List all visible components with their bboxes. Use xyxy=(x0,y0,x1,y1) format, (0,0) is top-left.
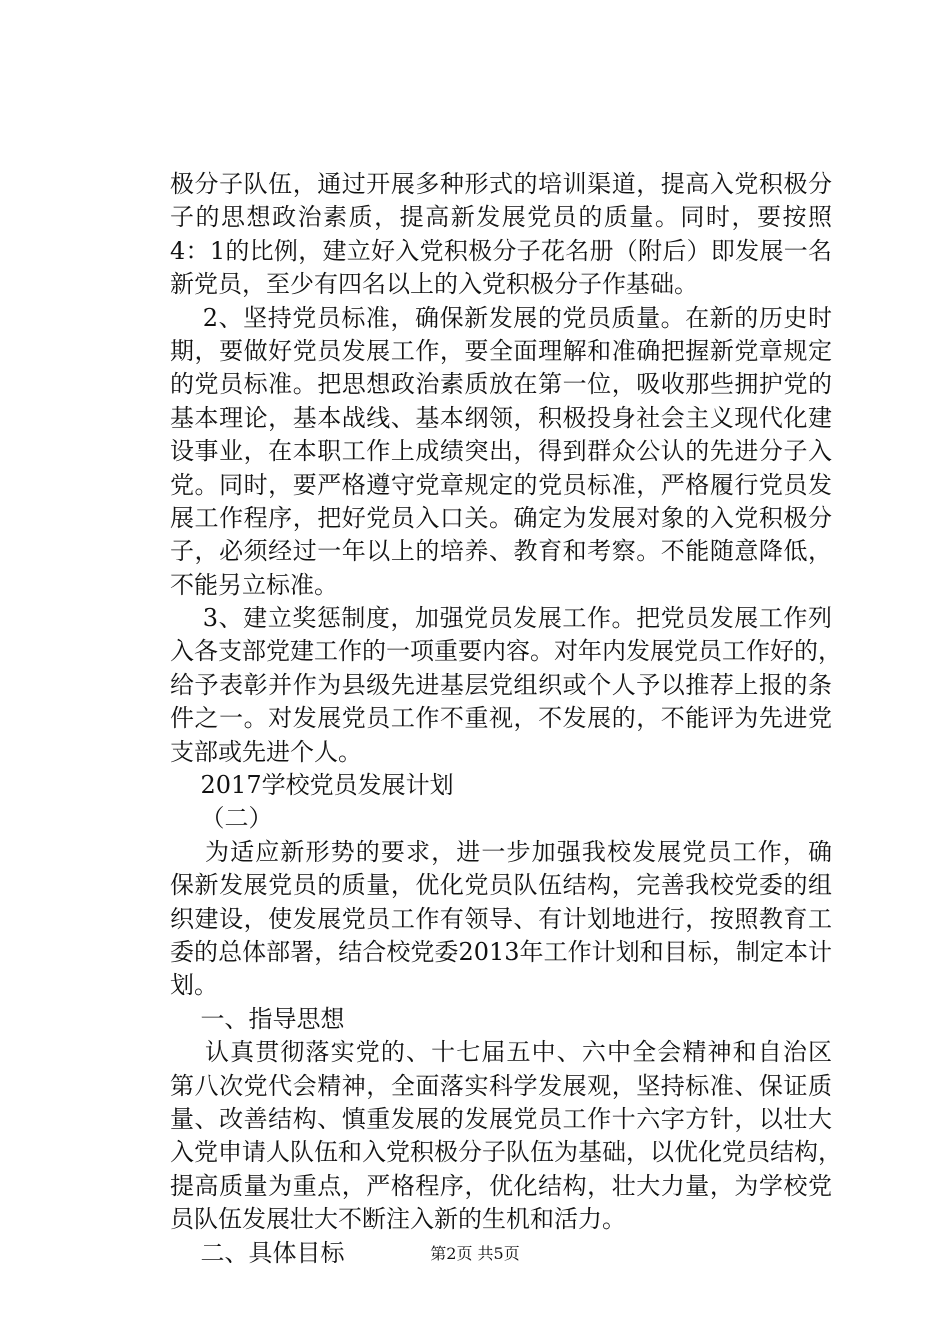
text-line: 划。 xyxy=(170,971,218,1000)
text-line: 3、建立奖惩制度，加强党员发展工作。把党员发展工作列 xyxy=(170,604,832,633)
text-line: 4：1的比例，建立好入党积极分子花名册（附后）即发展一名 xyxy=(170,236,832,265)
text-line: 展工作程序，把好党员入口关。确定为发展对象的入党积极分 xyxy=(170,503,832,532)
text-line: 量、改善结构、慎重发展的发展党员工作十六字方针，以壮大 xyxy=(170,1104,832,1133)
text-line: （二） xyxy=(170,804,273,833)
text-line: 子，必须经过一年以上的培养、教育和考察。不能随意降低， xyxy=(170,537,832,566)
text-line: 件之一。对发展党员工作不重视，不发展的，不能评为先进党 xyxy=(170,704,832,733)
text-line: 2017学校党员发展计划 xyxy=(170,771,454,800)
document-body xyxy=(170,168,842,1270)
text-line: 保新发展党员的质量，优化党员队伍结构，完善我校党委的组 xyxy=(170,871,832,900)
text-line: 不能另立标准。 xyxy=(170,570,338,599)
text-line: 为适应新形势的要求，进一步加强我校发展党员工作，确 xyxy=(170,837,832,866)
text-line: 第八次党代会精神，全面落实科学发展观，坚持标准、保证质 xyxy=(170,1071,832,1100)
text-line: 提高质量为重点，严格程序，优化结构，壮大力量，为学校党 xyxy=(170,1171,832,1200)
text-line: 设事业，在本职工作上成绩突出，得到群众公认的先进分子入 xyxy=(170,437,832,466)
text-line: 基本理论，基本战线、基本纲领，积极投身社会主义现代化建 xyxy=(170,403,832,432)
text-line: 子的思想政治素质，提高新发展党员的质量。同时，要按照 xyxy=(170,203,832,232)
text-line: 给予表彰并作为县级先进基层党组织或个人予以推荐上报的条 xyxy=(170,670,832,699)
text-line: 认真贯彻落实党的、十七届五中、六中全会精神和自治区 xyxy=(170,1038,832,1067)
text-line: 一、指导思想 xyxy=(170,1004,345,1033)
text-line: 新党员，至少有四名以上的入党积极分子作基础。 xyxy=(170,270,698,299)
text-line: 支部或先进个人。 xyxy=(170,737,362,766)
text-line: 委的总体部署，结合校党委2013年工作计划和目标，制定本计 xyxy=(170,937,832,966)
text-line: 二、具体目标 xyxy=(170,1238,345,1267)
text-line: 入各支部党建工作的一项重要内容。对年内发展党员工作好的， xyxy=(170,637,842,666)
text-line: 极分子队伍，通过开展多种形式的培训渠道，提高入党积极分 xyxy=(170,170,832,198)
text-line: 期，要做好党员发展工作，要全面理解和准确把握新党章规定 xyxy=(170,336,832,365)
text-line: 党。同时，要严格遵守党章规定的党员标准，严格履行党员发 xyxy=(170,470,832,499)
text-line: 的党员标准。把思想政治素质放在第一位，吸收那些拥护党的 xyxy=(170,370,832,399)
text-line: 入党申请人队伍和入党积极分子队伍为基础，以优化党员结构， xyxy=(170,1138,842,1167)
page-footer: 第2页 共5页 xyxy=(430,1244,520,1263)
text-line: 织建设，使发展党员工作有领导、有计划地进行，按照教育工 xyxy=(170,904,832,933)
text-line: 2、坚持党员标准，确保新发展的党员质量。在新的历史时 xyxy=(170,303,832,332)
text-line: 员队伍发展壮大不断注入新的生机和活力。 xyxy=(170,1205,626,1234)
